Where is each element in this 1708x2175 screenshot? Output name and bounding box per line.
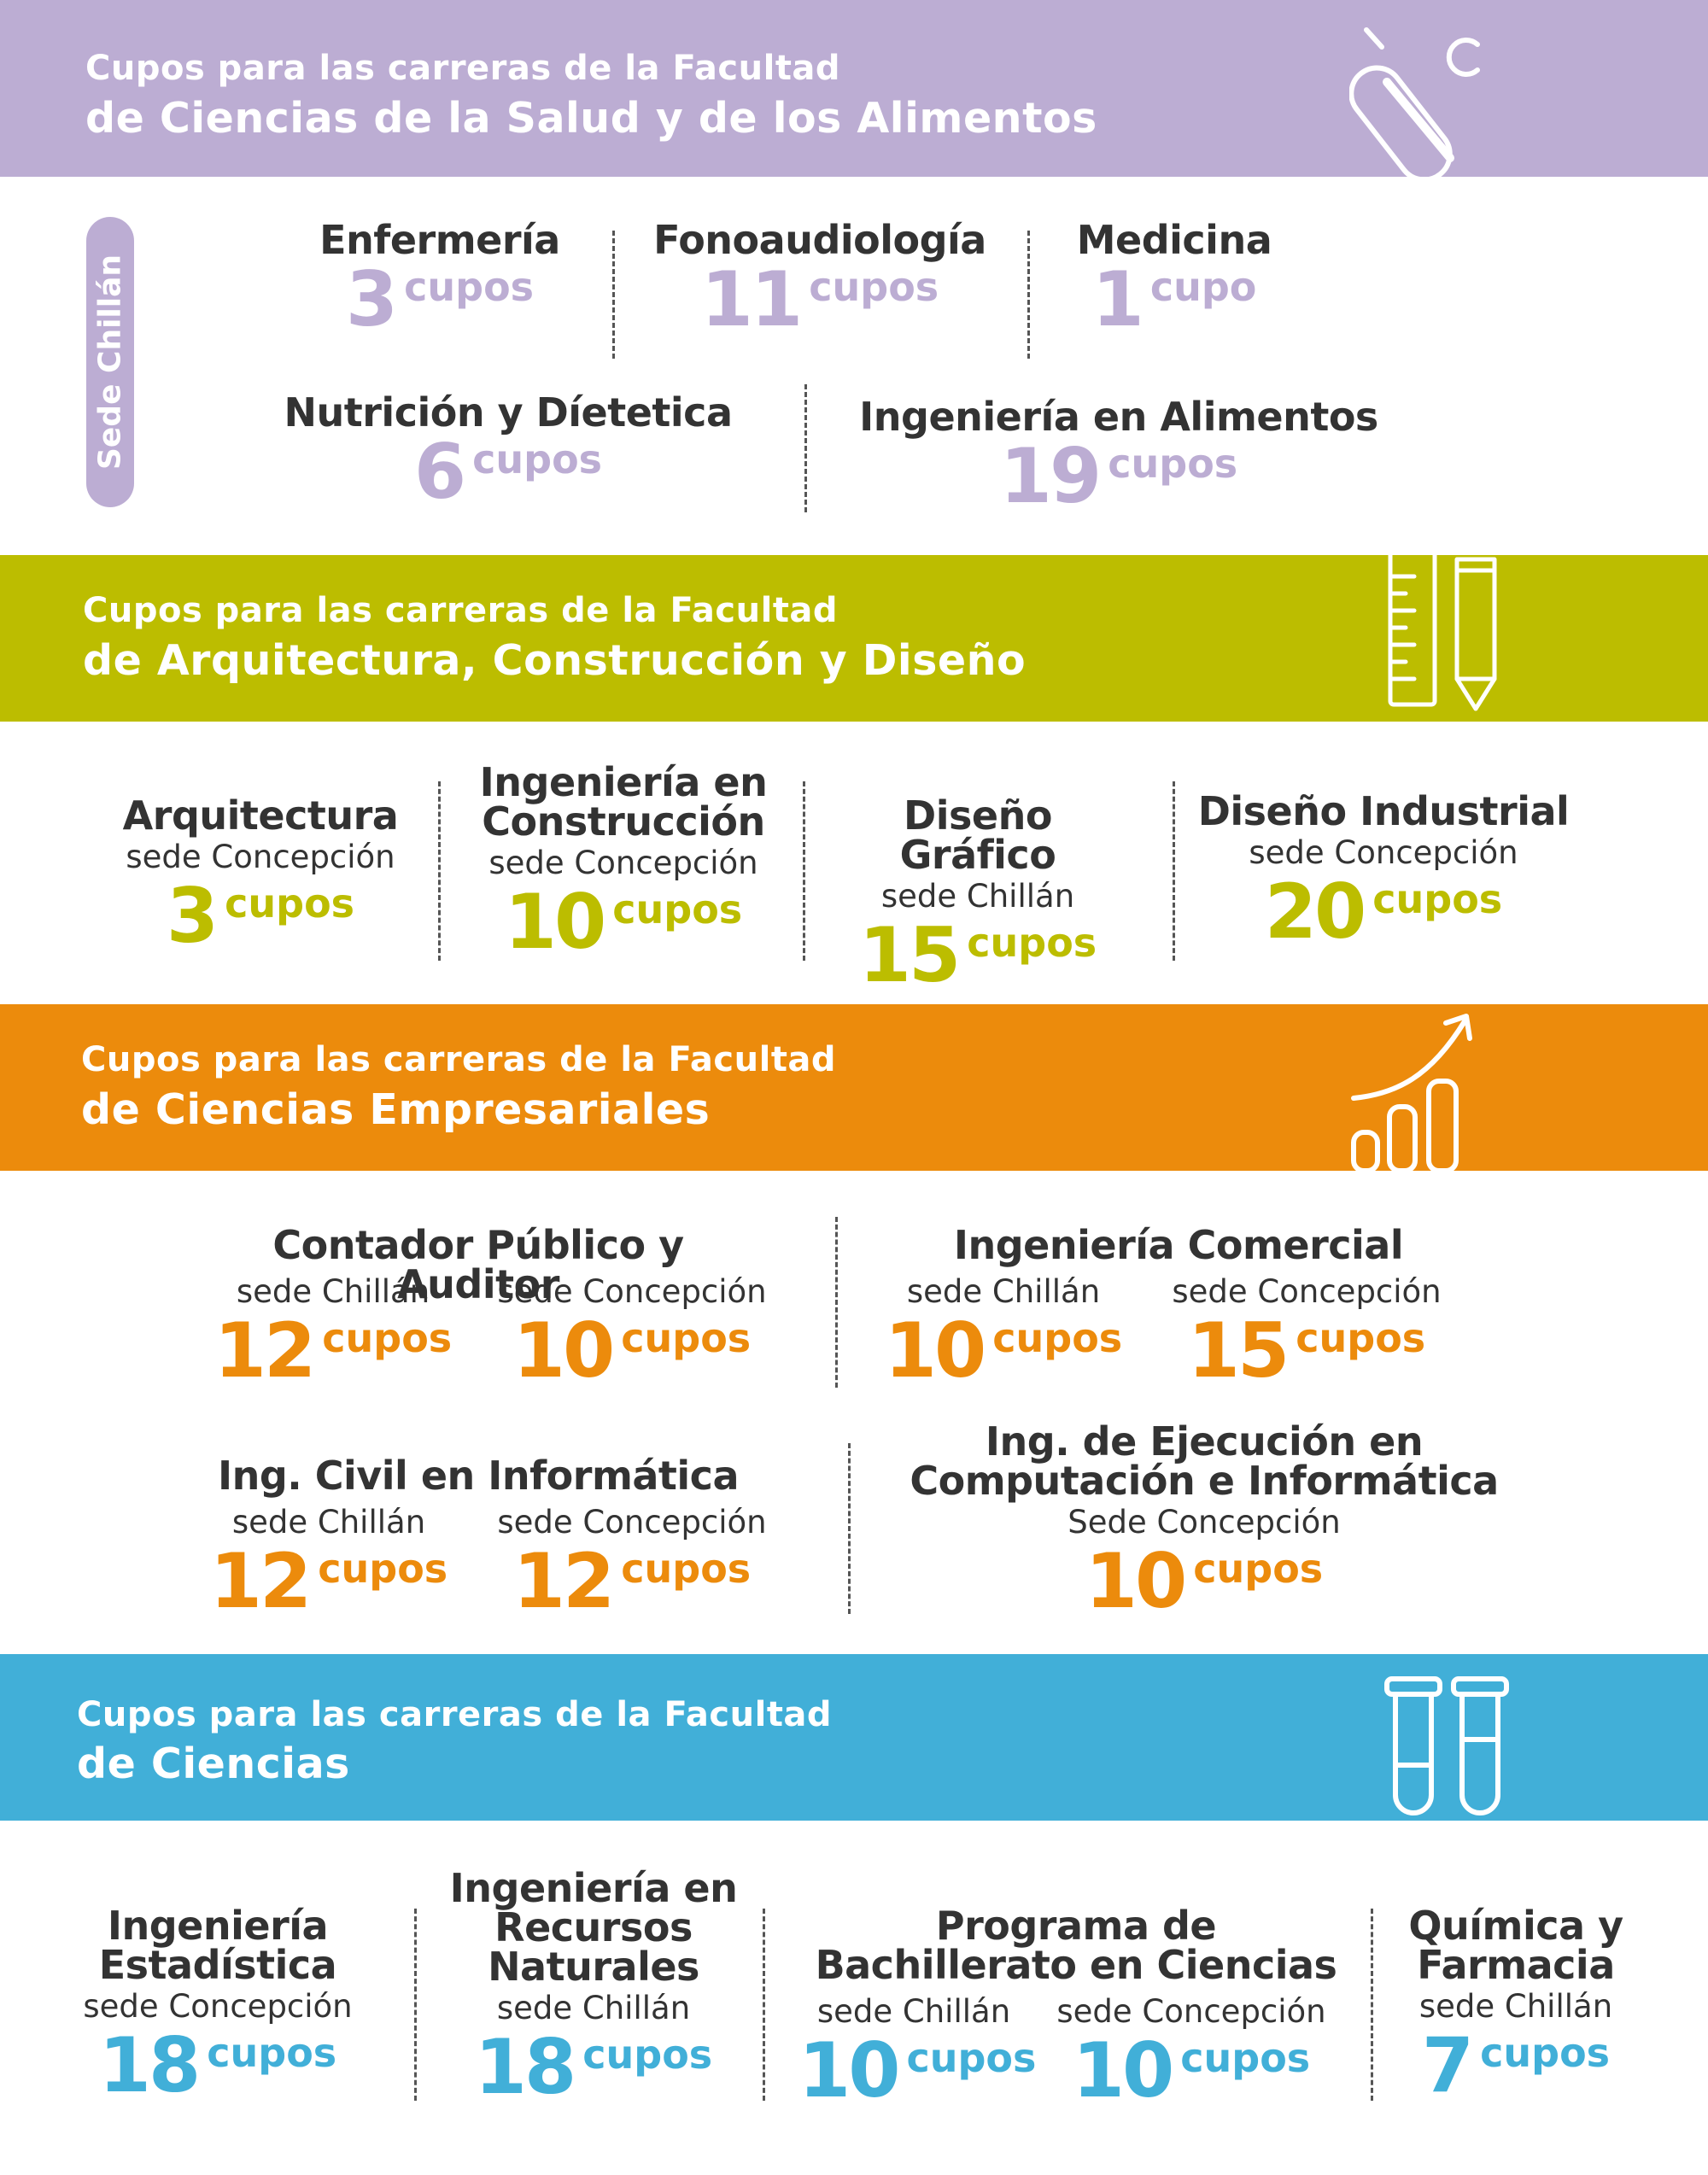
header-line2: de Ciencias Empresariales [81, 1085, 711, 1134]
career-ing-comercial: Ingeniería Comercial [953, 1222, 1404, 1268]
divider [1173, 781, 1175, 961]
sede-block: sede Chillán 10 cupos [798, 1993, 1037, 2114]
divider [438, 781, 441, 961]
header-band-empresariales [0, 1004, 1708, 1171]
sede-block: sede Chillán 12 cupos [209, 1504, 448, 1625]
sede-block: sede Concepción 12 cupos [497, 1504, 767, 1625]
sede-block: sede Concepción 10 cupos [497, 1273, 767, 1394]
divider [763, 1909, 765, 2101]
divider [804, 384, 807, 512]
divider [1027, 231, 1030, 359]
thermometer-icon [1349, 9, 1503, 179]
divider [612, 231, 615, 359]
career-contador-publico: Contador Público y Auditor [272, 1222, 684, 1307]
header-line1: Cupos para las carreras de la Facultad [81, 1040, 837, 1079]
growth-chart-icon [1345, 1004, 1490, 1171]
sede-block: sede Chillán 12 cupos [214, 1273, 453, 1394]
career-ing-ejecucion: Ing. de Ejecución en Computación e Informática Sede Concepción 10 cupos [910, 1418, 1499, 1625]
career-ing-construccion: Ingeniería en Construcción sede Concepción 10 cupos [479, 759, 768, 966]
career-medicina: Medicina 1 cupo [1076, 217, 1272, 343]
sede-block: sede Chillán 10 cupos [884, 1273, 1123, 1394]
header-line1: Cupos para las carreras de la Facultad [77, 1695, 833, 1734]
header-band-salud [0, 0, 1708, 177]
career-ing-estadistica: Ingeniería Estadística sede Concepción 18 cupos [83, 1903, 353, 2109]
header-line2: de Ciencias [77, 1739, 350, 1788]
career-ing-alimentos: Ingeniería en Alimentos 19 cupos [859, 394, 1378, 520]
header-line2: de Arquitectura, Construcción y Diseño [83, 636, 1027, 685]
career-diseno-grafico: Diseño Gráfico sede Chillán 15 cupos [858, 792, 1097, 999]
sede-block: sede Concepción 10 cupos [1056, 1993, 1326, 2114]
divider [1371, 1909, 1373, 2101]
header-line1: Cupos para las carreras de la Facultad [85, 49, 841, 88]
test-tubes-icon [1383, 1675, 1520, 1838]
ruler-pencil-icon [1383, 555, 1520, 722]
career-bachillerato: Programa de Bachillerato en Ciencias [815, 1903, 1337, 1988]
header-line1: Cupos para las carreras de la Facultad [83, 591, 839, 630]
sede-block: sede Concepción 15 cupos [1172, 1273, 1442, 1394]
header-line2: de Ciencias de la Salud y de los Alimentos [85, 94, 1097, 143]
sede-chillan-badge: Sede Chillán [86, 217, 134, 507]
header-band-arquitectura [0, 555, 1708, 722]
career-nutricion: Nutrición y Díetetica 6 cupos [284, 389, 733, 516]
divider [803, 781, 805, 961]
divider [835, 1217, 838, 1388]
career-ing-civil-informatica: Ing. Civil en Informática [217, 1453, 739, 1499]
career-quimica-farmacia: Química y Farmacia sede Chillán 7 cupos [1408, 1903, 1623, 2109]
career-arquitectura: Arquitectura sede Concepción 3 cupos [122, 792, 399, 960]
divider [414, 1909, 417, 2101]
divider [848, 1443, 851, 1614]
career-diseno-industrial: Diseño Industrial sede Concepción 20 cupos [1197, 788, 1570, 956]
header-band-ciencias [0, 1654, 1708, 1821]
career-ing-recursos-naturales: Ingeniería en Recursos Naturales sede Chillán 18 cupos [449, 1865, 738, 2111]
career-fonoaudiologia: Fonoaudiología 11 cupos [653, 217, 986, 343]
career-enfermeria: Enfermería 3 cupos [319, 217, 560, 343]
